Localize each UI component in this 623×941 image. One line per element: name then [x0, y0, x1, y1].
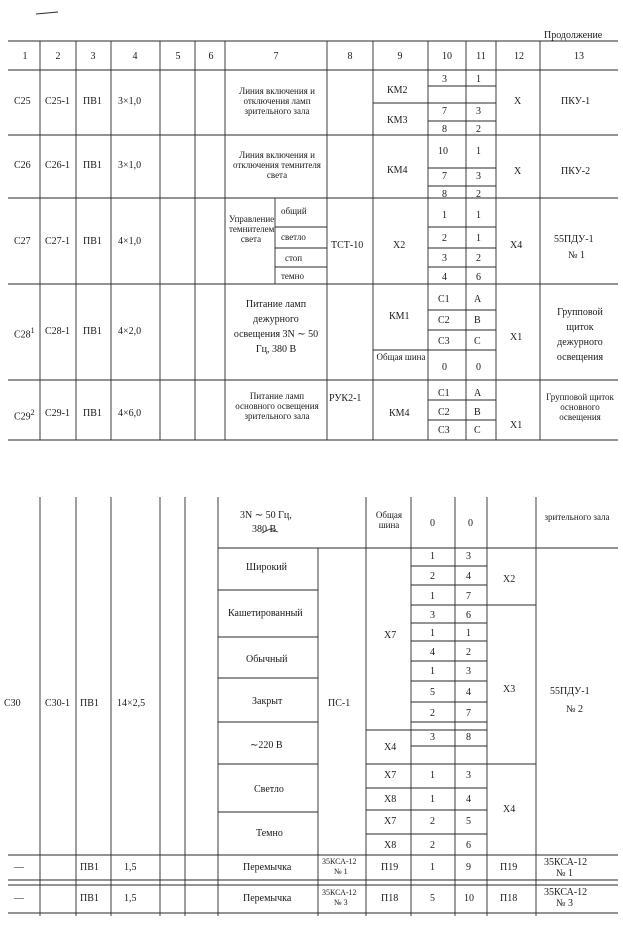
cell-c11: 0: [468, 518, 473, 529]
cell-c12: X4: [510, 240, 523, 251]
cell-c11: В: [474, 407, 481, 418]
cell-c4: 4×2,0: [118, 326, 142, 337]
cell-c3: ПВ1: [80, 893, 99, 904]
cell-c10: С2: [438, 407, 450, 418]
cell-c9: Общая шина: [376, 352, 426, 362]
cell-c11: С: [474, 336, 481, 347]
cell-c4: 4×6,0: [118, 408, 142, 419]
cell-c8: 35КСА-12: [322, 857, 357, 866]
cell-c4: 14×2,5: [117, 698, 146, 709]
cell-c4: 1,5: [124, 862, 137, 873]
cell-c11: 3: [466, 770, 471, 781]
cell-c12: X: [514, 166, 522, 177]
cell-c12: X: [514, 96, 522, 107]
cell-c9: П19: [381, 862, 399, 873]
cell-c1: —: [14, 893, 24, 904]
cell-c1: $С29^2$: [14, 408, 35, 423]
cell-c9: Х7: [384, 630, 397, 641]
cell-c13: 35КСА-12: [544, 887, 588, 898]
cell-c4: 4×1,0: [118, 236, 142, 247]
cell-c7: Перемычка: [243, 862, 292, 873]
cell-c12: Х2: [503, 574, 516, 585]
cell-c7-option: Широкий: [246, 562, 288, 573]
cell-c10: 1: [442, 210, 447, 221]
col-header-4: 4: [132, 51, 138, 62]
cell-c7-label: Управление темнителем света: [229, 214, 275, 244]
cell-c11: 5: [466, 816, 471, 827]
cell-c10: 8: [442, 189, 447, 200]
cell-c13: ПКУ-1: [561, 96, 591, 107]
cell-c10: 2: [430, 816, 435, 827]
continuation-label: Продолжение: [544, 30, 603, 41]
cell-c7-option: темно: [281, 271, 304, 281]
col-header-5: 5: [175, 51, 181, 62]
cell-c10: 1: [430, 628, 435, 639]
cell-c12: П18: [500, 893, 518, 904]
cell-c9b: КМ3: [387, 115, 408, 126]
cell-c10: С1: [438, 388, 450, 399]
cell-c9: X2: [393, 240, 406, 251]
cell-c9: Х8: [384, 840, 397, 851]
cell-c10: С1: [438, 294, 450, 305]
cell-c13: № 1: [568, 250, 586, 261]
cell-c8: ТСТ-10: [331, 240, 364, 251]
cell-c10: 10: [438, 146, 448, 157]
cell-c8: ПС-1: [328, 698, 351, 709]
cell-c1: С30: [4, 698, 21, 709]
cell-c7-option: Закрыт: [252, 696, 283, 707]
cell-c7: Питание ламп основного освещения зрительного зала: [235, 391, 319, 421]
cell-c1: $С28^1$: [14, 326, 35, 341]
cell-c11: 6: [466, 840, 471, 851]
cell-c9: Х7: [384, 816, 397, 827]
col-header-1: 1: [22, 51, 28, 62]
cell-c11: 1: [476, 146, 481, 157]
cell-c12: Х4: [503, 804, 516, 815]
cell-c1: —: [14, 862, 24, 873]
cell-c10: 1: [430, 862, 435, 873]
cell-c10: 5: [430, 893, 435, 904]
cell-c11: 3: [466, 666, 471, 677]
cell-c13: 55ПДУ-1: [550, 686, 590, 697]
cell-c2: С28-1: [45, 326, 70, 337]
cell-c10: 3: [442, 74, 447, 85]
cell-c13: 35КСА-12: [544, 857, 588, 868]
cell-c7-option: Обычный: [246, 654, 288, 665]
cell-c11: 4: [466, 571, 471, 582]
cell-c7: 380 В: [252, 524, 277, 535]
cell-c11: 2: [466, 647, 471, 658]
cell-c3: ПВ1: [80, 698, 99, 709]
cell-c7-option: Кашетированный: [228, 608, 303, 619]
cell-c11: С: [474, 425, 481, 436]
cell-c13: 55ПДУ-1: [554, 234, 594, 245]
cell-c11: 2: [476, 189, 481, 200]
cell-c9: Х4: [384, 742, 397, 753]
cell-c9: КМ4: [387, 165, 408, 176]
cell-c9: Х7: [384, 770, 397, 781]
cell-c11: 6: [466, 610, 471, 621]
cell-c7-option: Темно: [256, 828, 283, 839]
cell-c11: 8: [466, 732, 471, 743]
col-header-2: 2: [55, 51, 61, 62]
cell-c7: 3N ∼ 50 Гц,: [240, 510, 292, 521]
col-header-8: 8: [347, 51, 353, 62]
cell-c13: № 1: [556, 868, 574, 879]
col-header-11: 11: [476, 51, 486, 62]
cell-c13: Групповой щиток дежурного освещения: [556, 307, 604, 363]
col-header-6: 6: [208, 51, 214, 62]
cell-c10: 1: [430, 591, 435, 602]
cell-c10: 4: [430, 647, 435, 658]
cell-c11: 3: [476, 106, 481, 117]
cell-c10: 2: [430, 708, 435, 719]
col-header-10: 10: [442, 51, 452, 62]
cell-c10: С3: [438, 336, 450, 347]
cell-c12: П19: [500, 862, 518, 873]
cell-c11: 3: [476, 171, 481, 182]
cell-c8: РУК2-1: [329, 393, 362, 404]
cell-c11: А: [474, 294, 482, 305]
cell-c2: С25-1: [45, 96, 70, 107]
cell-c3: ПВ1: [83, 408, 102, 419]
cell-c7: Питание ламп дежурного освещения 3N ∼ 50 Гц, 380 В: [233, 299, 319, 355]
cell-c10: 3: [442, 253, 447, 264]
cell-c11: В: [474, 315, 481, 326]
cell-c1: С26: [14, 160, 31, 171]
col-header-7: 7: [273, 51, 279, 62]
cell-c7-option: стоп: [285, 253, 303, 263]
cell-c10: 5: [430, 687, 435, 698]
cell-c2: С29-1: [45, 408, 70, 419]
cell-c11: 7: [466, 591, 471, 602]
cell-c4: 3×1,0: [118, 96, 142, 107]
cell-c10: 7: [442, 106, 447, 117]
col-header-3: 3: [90, 51, 96, 62]
cell-c10: 1: [430, 794, 435, 805]
cell-c2: С26-1: [45, 160, 70, 171]
cell-c11: 0: [476, 362, 481, 373]
cell-c13: ПКУ-2: [561, 166, 591, 177]
cell-c1: С25: [14, 96, 31, 107]
col-header-9: 9: [397, 51, 403, 62]
cell-c7: Линия включения и отключения ламп зрительного зала: [239, 86, 315, 116]
cell-c10: 1: [430, 666, 435, 677]
cell-c8: 35КСА-12: [322, 888, 357, 897]
cell-c10: 3: [430, 610, 435, 621]
cell-c10: 7: [442, 171, 447, 182]
col-header-12: 12: [514, 51, 524, 62]
cell-c12: X1: [510, 332, 523, 343]
cell-c3: ПВ1: [83, 236, 102, 247]
cell-c10: 3: [430, 732, 435, 743]
cell-c10: 1: [430, 551, 435, 562]
cell-c10: 8: [442, 124, 447, 135]
cell-c7-option: Светло: [254, 784, 284, 795]
cell-c3: ПВ1: [83, 96, 102, 107]
cell-c10: С3: [438, 425, 450, 436]
cell-c3: ПВ1: [83, 326, 102, 337]
cell-c13: № 3: [556, 898, 574, 909]
cell-c11: 6: [476, 272, 481, 283]
cell-c11: 1: [476, 74, 481, 85]
cell-c9: Общая шина: [375, 510, 403, 530]
cell-c10: 4: [442, 272, 447, 283]
cell-c10: 2: [430, 840, 435, 851]
cell-c13: № 2: [566, 704, 584, 715]
cell-c11: 3: [466, 551, 471, 562]
cell-c11: 7: [466, 708, 471, 719]
cell-c10: 0: [442, 362, 447, 373]
cell-c11: 2: [476, 124, 481, 135]
cell-c2: С30-1: [45, 698, 70, 709]
cell-c12: Х3: [503, 684, 516, 695]
cell-c12: X1: [510, 420, 523, 431]
cell-c10: 1: [430, 770, 435, 781]
cell-c3: ПВ1: [80, 862, 99, 873]
cell-c9: КМ4: [389, 408, 410, 419]
cell-c9: Х8: [384, 794, 397, 805]
cell-c10: С2: [438, 315, 450, 326]
cell-c9: КМ1: [389, 311, 410, 322]
cell-c8: № 3: [334, 898, 348, 907]
cell-c7: Линия включения и отключения темнителя света: [233, 150, 321, 180]
cell-c10: 2: [442, 233, 447, 244]
cell-c7-option: светло: [281, 232, 306, 242]
cell-c7: Перемычка: [243, 893, 292, 904]
cell-c7-option: ∼220 В: [250, 740, 283, 751]
cell-c11: 9: [466, 862, 471, 873]
cell-c13: зрительного зала: [544, 512, 610, 522]
cell-c11: 1: [476, 210, 481, 221]
cell-c10: 2: [430, 571, 435, 582]
cell-c11: 4: [466, 794, 471, 805]
cell-c2: С27-1: [45, 236, 70, 247]
cell-c7-option: общий: [281, 206, 307, 216]
cell-c8: № 1: [334, 867, 348, 876]
cell-c4: 3×1,0: [118, 160, 142, 171]
cell-c13: Групповой щиток основного освещения: [546, 392, 614, 422]
cell-c11: 1: [466, 628, 471, 639]
cell-c11: 4: [466, 687, 471, 698]
cell-c4: 1,5: [124, 893, 137, 904]
cell-c10: 0: [430, 518, 435, 529]
cell-c11: А: [474, 388, 482, 399]
cell-c9a: КМ2: [387, 85, 408, 96]
col-header-13: 13: [574, 51, 584, 62]
cell-c11: 1: [476, 233, 481, 244]
cell-c3: ПВ1: [83, 160, 102, 171]
cell-c9: П18: [381, 893, 399, 904]
cell-c1: С27: [14, 236, 31, 247]
cell-c11: 10: [464, 893, 474, 904]
cell-c11: 2: [476, 253, 481, 264]
